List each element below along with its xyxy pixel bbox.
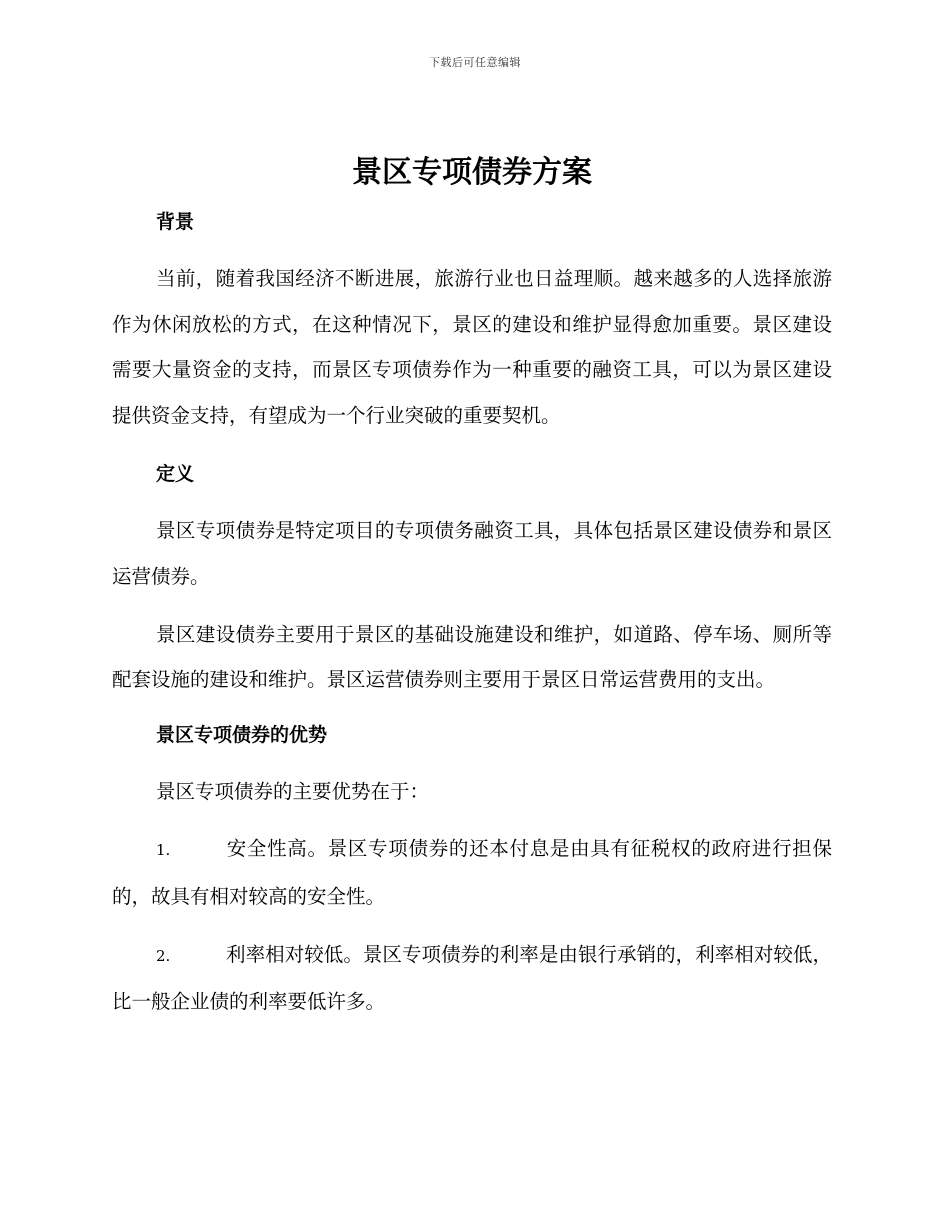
document-body [112, 150, 832, 1025]
advantage-item-1 [112, 826, 832, 919]
background-paragraph: 当前，随着我国经济不断进展，旅游行业也日益理顺。越来越多的人选择旅游作为休闲放松的方式，在这种情况下，景区的建设和维护显得愈加重要。景区建设需要大量资金的支持，而景区专项债券作为一种重要的融资工具，可以为景区建设提供资金支持，有望成为一个行业突破的重要契机。 [112, 267, 832, 427]
document-title: 景区专项债券方案 [352, 155, 592, 190]
advantage-item-text: 利率相对较低。景区专项债券的利率是由银行承销的，利率相对较低，比一般企业债的利率要低许多。 [112, 942, 832, 1014]
section-heading-advantages: 景区专项债券的优势 [156, 723, 328, 746]
section-heading-background: 背景 [156, 211, 195, 233]
advantages-intro: 景区专项债券的主要优势在于： [156, 779, 430, 803]
section-heading-definition: 定义 [156, 463, 195, 486]
list-number: 2. [156, 946, 171, 965]
header-note: 下载后可任意编辑 [429, 56, 521, 69]
advantage-item-text: 安全性高。景区专项债券的还本付息是由具有征税权的政府进行担保的，故具有相对较高的安全性。 [112, 837, 832, 908]
definition-paragraph-1: 景区专项债券是特定项目的专项债务融资工具，具体包括景区建设债券和景区运营债券。 [112, 519, 832, 588]
advantage-item-2 [112, 932, 832, 1025]
list-number: 1. [156, 841, 171, 860]
definition-paragraph-2: 景区建设债券主要用于景区的基础设施建设和维护，如道路、停车场、厕所等配套设施的建设和维护。景区运营债券则主要用于景区日常运营费用的支出。 [112, 622, 832, 692]
